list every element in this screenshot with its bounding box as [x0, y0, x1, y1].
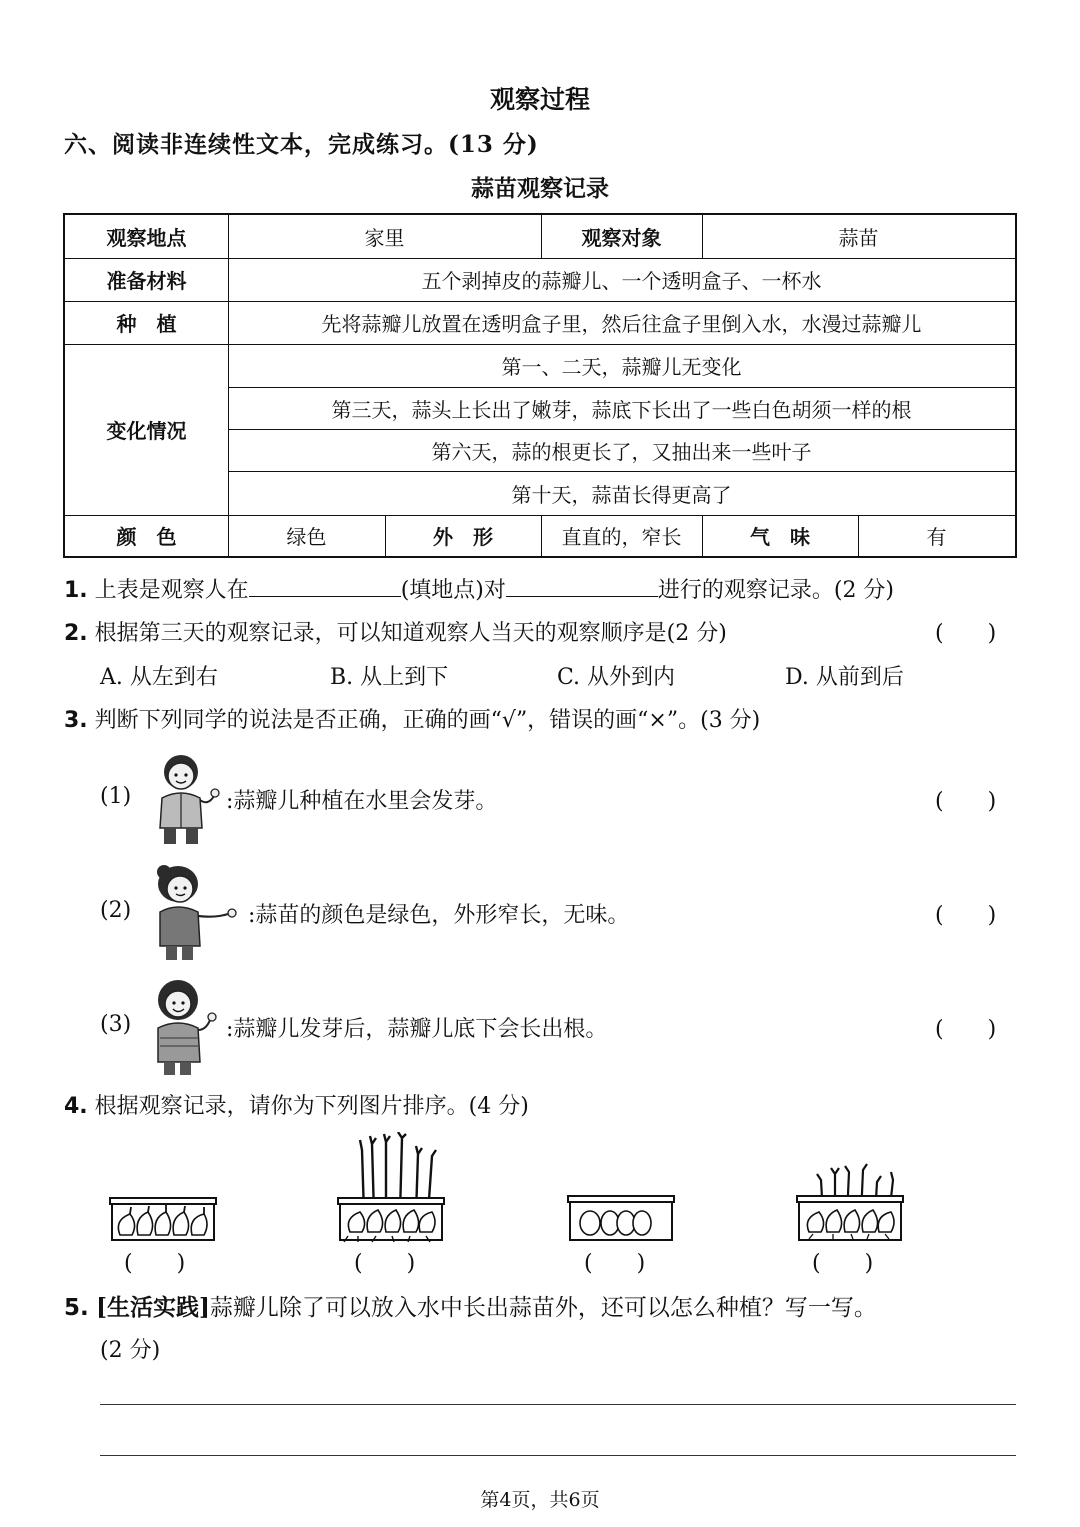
object-label: 观察对象 [581, 226, 662, 250]
question-number: 4. [64, 1094, 88, 1119]
q1-text-part3: 进行的观察记录。(2 分) [657, 578, 895, 603]
color-value: 绿色 [286, 525, 327, 549]
question-5 [64, 1289, 877, 1322]
girl-avatar-icon [148, 976, 223, 1076]
materials-label: 准备材料 [106, 269, 187, 293]
q3-item-3-label: (3) [100, 1012, 132, 1037]
smell-label: 气 味 [750, 525, 810, 549]
q2-answer-paren[interactable]: ( ) [935, 621, 997, 646]
q5-score: (2 分) [100, 1338, 161, 1363]
answer-line[interactable] [100, 1455, 1016, 1456]
garlic-sprout-picture-3[interactable] [566, 1190, 678, 1246]
change-day-3: 第三天，蒜头上长出了嫩芽，蒜底下长出了一些白色胡须一样的根 [331, 397, 912, 422]
garlic-sprout-picture-2[interactable] [336, 1132, 448, 1248]
garlic-sprout-picture-4[interactable] [795, 1160, 907, 1248]
picture-4-order-paren[interactable]: ( ) [812, 1251, 874, 1276]
q2-option-d: D. 从前到后 [785, 665, 904, 690]
question-2 [64, 616, 727, 647]
question-header: 六、阅读非连续性文本，完成练习。(13 分) [64, 131, 539, 158]
q5-tag: [生活实践] [96, 1294, 210, 1321]
girl-avatar-icon [148, 862, 243, 962]
section-title: 观察过程 [489, 85, 590, 114]
planting-label: 种 植 [116, 312, 177, 336]
picture-1-order-paren[interactable]: ( ) [124, 1251, 186, 1276]
q3-item-2-text: :蒜苗的颜色是绿色，外形窄长，无味。 [248, 903, 630, 928]
change-day-6: 第六天，蒜的根更长了，又抽出来一些叶子 [431, 439, 812, 464]
q1-blank-location[interactable] [249, 574, 401, 597]
q3-item-3-paren[interactable]: ( ) [935, 1017, 997, 1042]
object-value: 蒜苗 [838, 226, 879, 250]
observation-table [63, 213, 1017, 558]
q2-option-c: C. 从外到内 [557, 665, 676, 690]
q1-text-part2: (填地点)对 [400, 578, 506, 603]
q3-text: 判断下列同学的说法是否正确，正确的画“√”，错误的画“×”。(3 分) [94, 708, 761, 733]
picture-2-order-paren[interactable]: ( ) [354, 1251, 416, 1276]
question-3 [64, 703, 760, 734]
color-label: 颜 色 [116, 525, 177, 549]
q3-item-1-paren[interactable]: ( ) [935, 789, 997, 814]
location-label: 观察地点 [106, 226, 187, 250]
q2-option-b: B. 从上到下 [330, 665, 449, 690]
garlic-sprout-picture-1[interactable] [108, 1180, 220, 1246]
change-day-1-2: 第一、二天，蒜瓣儿无变化 [501, 355, 742, 379]
shape-value: 直直的，窄长 [561, 525, 682, 549]
page-footer: 第4页，共6页 [480, 1489, 600, 1511]
boy-avatar-icon [148, 750, 223, 848]
q3-item-2-label: (2) [100, 898, 132, 923]
answer-line[interactable] [100, 1404, 1016, 1405]
q1-blank-object[interactable] [506, 574, 658, 597]
planting-value: 先将蒜瓣儿放置在透明盒子里，然后往盒子里倒入水，水漫过蒜瓣儿 [321, 312, 922, 336]
q4-text: 根据观察记录，请你为下列图片排序。(4 分) [94, 1094, 529, 1119]
q3-item-1-label: (1) [100, 784, 132, 809]
q3-item-3-text: :蒜瓣儿发芽后，蒜瓣儿底下会长出根。 [226, 1017, 608, 1042]
question-number: 3. [64, 708, 88, 733]
q1-text-part1: 上表是观察人在 [94, 578, 249, 603]
question-number: 2. [64, 621, 88, 646]
question-number: 1. [64, 578, 88, 603]
q2-option-a: A. 从左到右 [100, 665, 218, 690]
changes-label: 变化情况 [106, 419, 187, 443]
q2-text: 根据第三天的观察记录，可以知道观察人当天的观察顺序是(2 分) [94, 621, 727, 646]
picture-3-order-paren[interactable]: ( ) [584, 1251, 646, 1276]
q5-text: 蒜瓣儿除了可以放入水中长出蒜苗外，还可以怎么种植？写一写。 [209, 1295, 877, 1321]
q3-item-2-paren[interactable]: ( ) [935, 903, 997, 928]
shape-label: 外 形 [433, 525, 493, 549]
location-value: 家里 [364, 226, 405, 250]
table-title: 蒜苗观察记录 [471, 175, 609, 202]
q3-item-1-text: :蒜瓣儿种植在水里会发芽。 [226, 789, 498, 814]
question-4 [64, 1089, 529, 1120]
change-day-10: 第十天，蒜苗长得更高了 [511, 482, 732, 507]
materials-value: 五个剥掉皮的蒜瓣儿、一个透明盒子、一杯水 [421, 269, 822, 293]
question-1 [64, 573, 894, 604]
question-number: 5. [64, 1295, 89, 1321]
smell-value: 有 [926, 525, 947, 549]
